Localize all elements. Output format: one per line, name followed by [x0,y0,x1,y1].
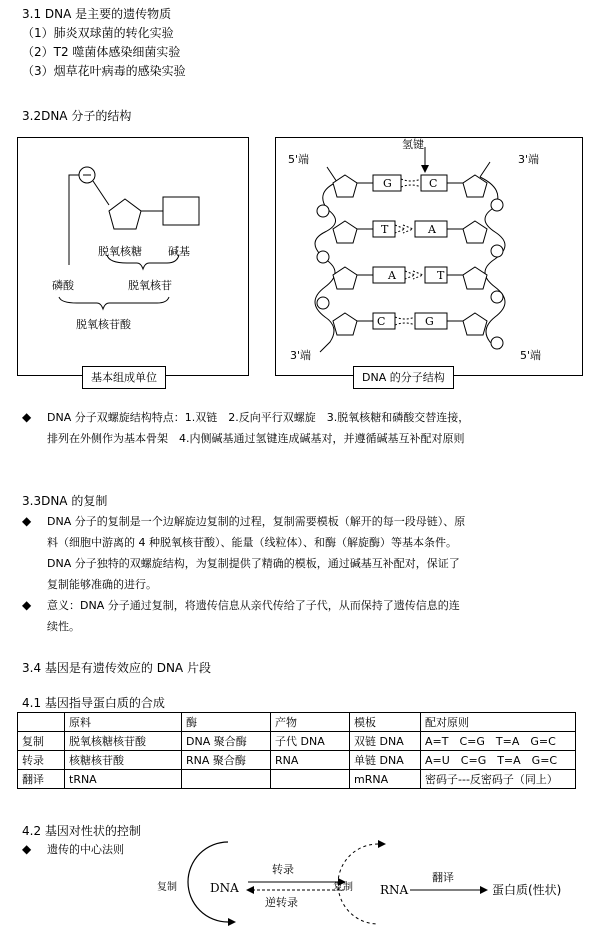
table-row [18,770,576,789]
table-cell: 核糖核苷酸 [65,751,182,770]
table-header: 产物 [271,713,350,732]
diamond-bullet-icon: ◆ [22,598,32,612]
table-cell: 密码子---反密码子（同上） [421,770,576,789]
end-label: 3'端 [518,153,540,166]
table-header: 酶 [182,713,271,732]
translation-label: 翻译 [432,871,454,884]
table-cell: A=T C=G T=A G=C [421,732,576,751]
transcription-label: 转录 [272,863,294,876]
table-cell: 子代 DNA [271,732,350,751]
paragraph-line: DNA 分子的复制是一个边解旋边复制的过程，复制需要模板（解开的每一段母链）、原 [47,515,466,528]
end-label: 5'端 [288,153,310,166]
base-letter: A [428,223,436,236]
end-label: 5'端 [520,349,542,362]
diamond-bullet-icon: ◆ [22,514,32,528]
table-cell: 脱氧核糖核苷酸 [65,732,182,751]
nucleoside-label: 脱氧核苷 [128,279,172,292]
paragraph-line: 意义：DNA 分子通过复制，将遗传信息从亲代传给了子代，从而保持了遗传信息的连 [47,599,460,612]
table-cell: 复制 [18,732,65,751]
section-3-2-title: 3.2DNA 分子的结构 [22,109,132,123]
comparison-table [17,712,576,789]
protein-label: 蛋白质(性状) [492,883,562,897]
table-header-row [18,713,576,732]
list-item: （2）T2 噬菌体感染细菌实验 [22,45,181,59]
table-row [18,751,576,770]
left-diagram-caption: 基本组成单位 [82,366,166,389]
section-3-4-title: 3.4 基因是有遗传效应的 DNA 片段 [22,661,211,675]
end-label: 3'端 [290,349,312,362]
table-cell: mRNA [350,770,421,789]
central-dogma-label: 遗传的中心法则 [47,843,124,856]
table-cell: RNA 聚合酶 [182,751,271,770]
paragraph-line: 料（细胞中游离的 4 种脱氧核苷酸）、能量（线粒体）、和酶（解旋酶）等基本条件。 [47,536,457,549]
base-letter: C [377,315,386,328]
base-label: 碱基 [168,245,190,258]
features-line: 排列在外侧作为基本骨架 4.内侧碱基通过氢键连成碱基对，并遵循碱基互补配对原则 [47,432,465,445]
rna-label: RNA [380,883,409,897]
features-line: DNA 分子双螺旋结构特点：1.双链 2.反向平行双螺旋 3.脱氧核糖和磷酸交替连接， [47,411,470,424]
table-header [18,713,65,732]
base-letter: C [429,177,438,190]
nucleotide-diagram [17,137,249,392]
diamond-bullet-icon: ◆ [22,410,32,424]
table-cell [182,770,271,789]
table-cell: 翻译 [18,770,65,789]
diamond-bullet-icon: ◆ [22,842,32,856]
replication-label: 复制 [157,882,177,893]
replication-label: 复制 [333,882,353,893]
reverse-transcription-label: 逆转录 [265,896,298,909]
base-letter: A [388,269,396,282]
table-row [18,732,576,751]
table-cell: 转录 [18,751,65,770]
table-header: 原料 [65,713,182,732]
base-letter: G [383,177,392,190]
base-letter: T [437,269,445,282]
dna-label: DNA [210,881,239,895]
nucleotide-label: 脱氧核苷酸 [76,318,131,331]
table-cell: 单链 DNA [350,751,421,770]
phosphate-label: 磷酸 [52,279,74,292]
section-3-3-title: 3.3DNA 的复制 [22,494,108,508]
table-cell: 双链 DNA [350,732,421,751]
base-letter: G [425,315,434,328]
paragraph-line: 复制能够准确的进行。 [47,578,157,591]
paragraph-line: DNA 分子独特的双螺旋结构，为复制提供了精确的模板，通过碱基互补配对，保证了 [47,557,460,570]
right-diagram-caption: DNA 的分子结构 [353,366,454,389]
section-4-2-title: 4.2 基因对性状的控制 [22,824,141,838]
base-letter: T [381,223,389,236]
section-4-1-title: 4.1 基因指导蛋白质的合成 [22,696,165,710]
table-cell: RNA [271,751,350,770]
sugar-label: 脱氧核糖 [98,245,142,258]
table-cell: tRNA [65,770,182,789]
table-header: 模板 [350,713,421,732]
table-cell [271,770,350,789]
paragraph-line: 续性。 [47,620,80,633]
list-item: （3）烟草花叶病毒的感染实验 [22,64,186,78]
table-header: 配对原则 [421,713,576,732]
hydrogen-bond-label: 氢键 [402,138,424,151]
table-cell: A=U C=G T=A G=C [421,751,576,770]
list-item: （1）肺炎双球菌的转化实验 [22,26,174,40]
table-cell: DNA 聚合酶 [182,732,271,751]
section-3-1-title: 3.1 DNA 是主要的遗传物质 [22,7,172,21]
